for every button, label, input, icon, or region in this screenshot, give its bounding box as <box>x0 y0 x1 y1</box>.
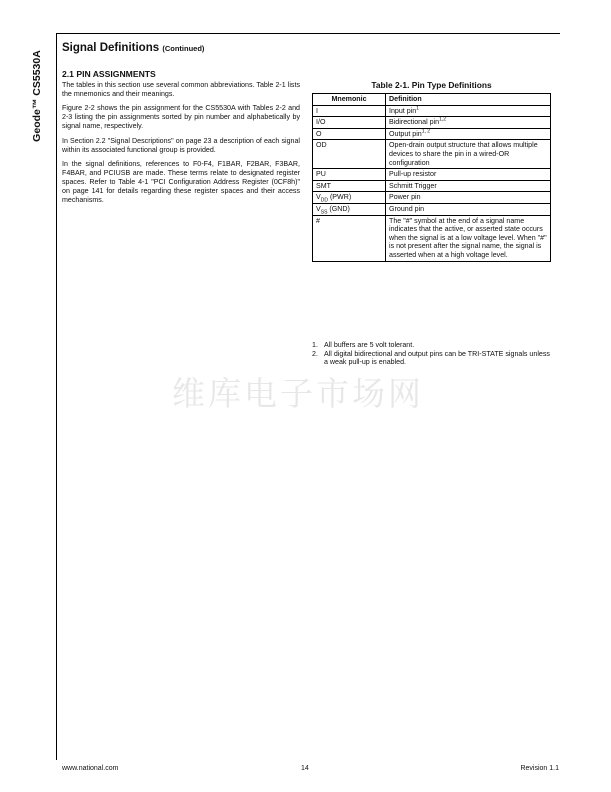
mnemonic-cell: $V_{SS}$ (GND) <box>313 203 386 215</box>
definition-cell: Input pin$^1$ <box>386 105 551 117</box>
definition-cell: Bidirectional pin$^{1,2}$ <box>386 117 551 129</box>
page-number: 14 <box>301 765 309 772</box>
paragraph: The tables in this section use several common abbreviations. Table 2-1 lists the mnemonics and their meanings. <box>62 80 300 98</box>
table-row <box>313 169 551 181</box>
definition-cell: Open-drain output structure that allows multiple devices to share the pin in a wired-OR configuration <box>386 140 551 169</box>
table-row <box>313 117 551 129</box>
footer-url[interactable]: www.national.com <box>62 765 119 772</box>
side-product-title <box>29 36 45 156</box>
definition-cell: Ground pin <box>386 203 551 215</box>
watermark: 维库电子市场网 <box>172 374 424 413</box>
table-row <box>313 105 551 117</box>
table-caption: Table 2-1. Pin Type Definitions <box>371 80 492 90</box>
page-title <box>62 42 204 54</box>
definition-cell: Power pin <box>386 192 551 204</box>
definition-cell: Output pin$^{1, 2}$ <box>386 128 551 140</box>
mnemonic-cell: I <box>313 105 386 117</box>
section-heading: 2.1 PIN ASSIGNMENTS <box>62 69 156 79</box>
column-header-mnemonic: Mnemonic <box>313 94 386 106</box>
page-title-continued: (Continued) <box>162 44 205 53</box>
footnote-ref: 1, 2 <box>421 128 431 135</box>
footnote-ref: 1,2 <box>439 116 447 123</box>
pin-type-table <box>312 93 551 262</box>
side-product-title-text: Geode™ CS5530A <box>31 50 43 142</box>
table-row <box>313 140 551 169</box>
definition-cell: Schmitt Trigger <box>386 180 551 192</box>
left-column <box>62 70 300 210</box>
paragraph: In the signal definitions, references to F0-F4, F1BAR, F2BAR, F3BAR, F4BAR, and PCIUSB are made. These terms relate to designated register spaces. Refer to Table 4-1 "PCI Configuration Address Register (0CF8h)" on page 141 for details regarding these register spaces and their access mechanisms. <box>62 160 300 204</box>
page-title-text: Signal Definitions <box>62 42 160 54</box>
mnemonic-cell: O <box>313 128 386 140</box>
mnemonic-cell: PU <box>313 169 386 181</box>
paragraph: Figure 2-2 shows the pin assignment for the CS5530A with Tables 2-2 and 2-3 listing the pin assignments sorted by pin number and alphabetically by signal name, respectively. <box>62 104 300 130</box>
mnemonic-cell: I/O <box>313 117 386 129</box>
footnote-ref: 1 <box>416 105 419 112</box>
table-row <box>313 215 551 261</box>
table-note: 1. All buffers are 5 volt tolerant. <box>312 341 415 349</box>
revision: Revision 1.1 <box>520 765 559 772</box>
mnemonic-cell: $V_{DD}$ (PWR) <box>313 192 386 204</box>
mnemonic-cell: SMT <box>313 180 386 192</box>
table-row <box>313 180 551 192</box>
column-header-definition: Definition <box>386 94 551 106</box>
definition-cell: Pull-up resistor <box>386 169 551 181</box>
table-row <box>313 128 551 140</box>
mnemonic-cell: # <box>313 215 386 261</box>
definition-cell: The "#" symbol at the end of a signal name indicates that the active, or asserted state occurs when the signal is at a low voltage level. When "#" is not present after the signal name, the signal is asserted when at a high voltage level. <box>386 215 551 261</box>
mnemonic-cell: OD <box>313 140 386 169</box>
table-row <box>313 192 551 204</box>
table-note: 2. All digital bidirectional and output pins can be TRI-STATE signals unless a weak pull-up is enabled. <box>312 349 550 367</box>
paragraph: In Section 2.2 "Signal Descriptions" on page 23 a description of each signal within its associated functional group is provided. <box>62 136 300 154</box>
table-row <box>313 203 551 215</box>
table-header-row <box>313 94 551 106</box>
table-notes <box>312 341 552 367</box>
